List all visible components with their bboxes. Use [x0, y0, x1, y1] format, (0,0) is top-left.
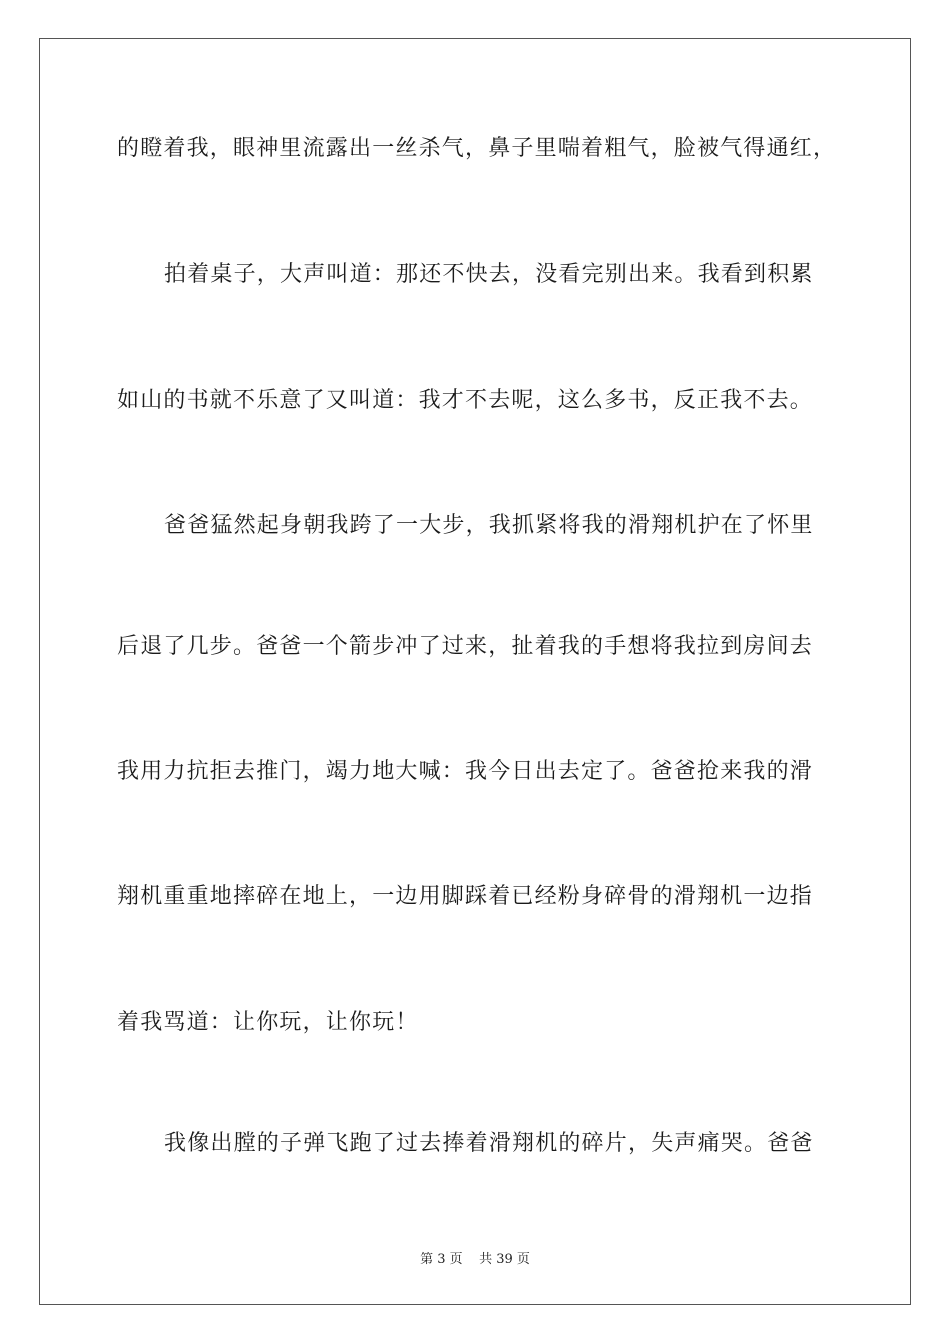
- text-line-9: 我像出膛的子弹飞跑了过去捧着滑翔机的碎片，失声痛哭。爸爸: [164, 1131, 814, 1156]
- text-line-6: 我用力抗拒去推门，竭力地大喊：我今日出去定了。爸爸抢来我的滑: [117, 759, 814, 784]
- text-line-7: 翔机重重地摔碎在地上，一边用脚踩着已经粉身碎骨的滑翔机一边指: [117, 884, 814, 909]
- page-number-footer: 第 3 页 共 39 页: [420, 1252, 530, 1267]
- text-line-5: 后退了几步。爸爸一个箭步冲了过来，扯着我的手想将我拉到房间去: [117, 634, 814, 659]
- text-line-2: 拍着桌子，大声叫道：那还不快去，没看完别出来。我看到积累: [164, 262, 814, 287]
- text-line-1: 的瞪着我，眼神里流露出一丝杀气，鼻子里喘着粗气，脸被气得通红，: [117, 136, 837, 161]
- text-line-3: 如山的书就不乐意了又叫道：我才不去呢，这么多书，反正我不去。: [117, 388, 814, 413]
- page-border: [39, 38, 911, 1305]
- text-line-8: 着我骂道：让你玩，让你玩！: [117, 1010, 419, 1035]
- text-line-4: 爸爸猛然起身朝我跨了一大步，我抓紧将我的滑翔机护在了怀里: [164, 513, 814, 538]
